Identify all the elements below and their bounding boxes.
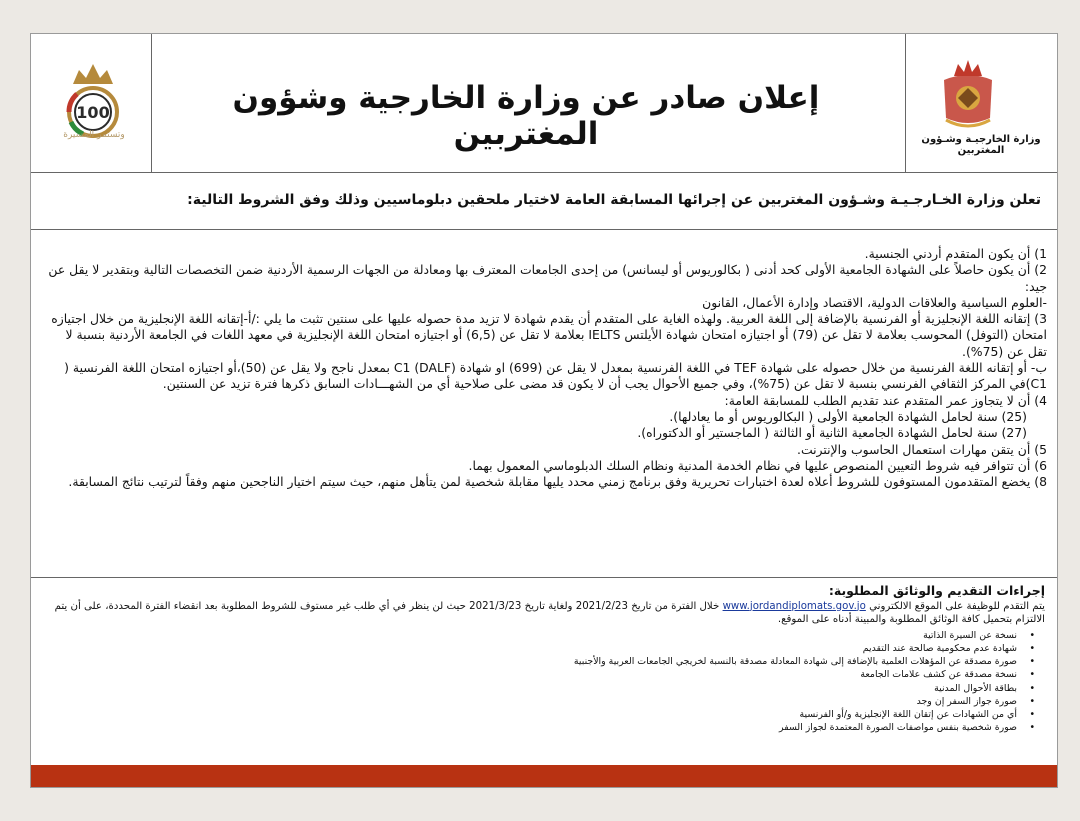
ministry-emblem-icon (936, 54, 1000, 132)
list-item: • نسخة عن السيرة الذاتية (41, 629, 1045, 642)
announcement-sheet (30, 33, 1058, 788)
list-item: • بطاقة الأحوال المدنية (41, 682, 1045, 695)
application-link[interactable]: www.jordandiplomats.gov.jo (722, 600, 866, 612)
ministry-label: وزارة الخارجيـة وشـؤون المغتربين (921, 134, 1041, 156)
header (31, 34, 1057, 173)
header-divider-left (151, 34, 152, 172)
condition-item: (25) سنة لحامل الشهادة الجامعية الأولى ( البكالوريوس أو ما يعادلها). (669, 408, 1027, 424)
procedures-text-after: خلال الفترة من تاريخ 2021/2/23 ولغاية تاريخ 2021/3/23 حيث لن ينظر في أي طلب غير مستوف للشروط المطلوبة بعد انقضاء الفترة المحددة، على أن يتم الالتزام بتحميل كافة الوثائق المطلوبة والمبينة أدناه على الموقع. (54, 600, 1045, 626)
condition-item: -العلوم السياسية والعلاقات الدولية، الاقتصاد وإدارة الأعمال، القانون (702, 294, 1047, 310)
condition-item: 1) أن يكون المتقدم أردني الجنسية. (864, 246, 1047, 261)
list-item: • صورة مصدقة عن المؤهلات العلمية بالإضافة إلى شهادة المعادلة مصدقة بالنسبة لخريجي الجامعات العربية والأجنبية (41, 655, 1045, 668)
centennial-number: 100 (76, 103, 110, 122)
condition-item: 8) يخضع المتقدمون المستوفون للشروط أعلاه لعدة اختبارات تحريرية وفق برنامج زمني محدد يليها مقابلة شخصية لمن يتأهل منهم، حيث سيتم اختيار الناجحين منهم وفقاً لترتيب نتائج المسابقة. (68, 474, 1047, 490)
condition-item: 4) أن لا يتجاوز عمر المتقدم عند تقديم الطلب للمسابقة العامة: (724, 392, 1047, 408)
condition-item: 5) أن يتقن مهارات استعمال الحاسوب والإنترنت. (797, 441, 1047, 457)
section-divider (31, 229, 1057, 230)
procedures-text (41, 600, 1045, 627)
list-item: • صورة شخصية بنفس مواصفات الصورة المعتمدة لجواز السفر (41, 721, 1045, 734)
procedures-text-before: يتم التقدم للوظيفة على الموقع الالكتروني (869, 600, 1045, 612)
list-item: • نسخة مصدقة عن كشف علامات الجامعة (41, 668, 1045, 681)
condition-item: ب- أو إتقانه اللغة الفرنسية من خلال حصوله على شهادة TEF في اللغة الفرنسية بمعدل لا يقل عن (699) او شهادة (DALF) C1 بمعدل ناجح ولا يقل عن (50)،أو اجتيازه امتحان اللغة الفرنسية ( C1)في المركز الثقافي الفرنسي بنسبة لا تقل عن (75%)، وفي جميع الأحوال يجب أن لا يكون قد مضى على صلاحية أي من الشهـــادات السابق ذكرها فترة تزيد عن السنتين. (64, 360, 1047, 392)
condition-item: 2) أن يكون حاصلاً على الشهادة الجامعية الأولى كحد أدنى ( بكالوريوس أو ليسانس) من إحدى الجامعات المعترف بها ومعادلة من الجهات الرسمية الأردنية ضمن التخصصات التالية وبتقدير لا يقل عن جيد: (48, 262, 1047, 294)
list-item: • أي من الشهادات عن إتقان اللغة الإنجليزية و/أو الفرنسية (41, 708, 1045, 721)
procedures-section (41, 584, 1045, 734)
procedures-title: إجراءات التقديم والوثائق المطلوبة: (828, 583, 1045, 598)
required-documents-list (41, 629, 1045, 735)
list-item: • شهادة عدم محكومية صالحة عند التقديم (41, 642, 1045, 655)
condition-item: 3) إتقانه اللغة الإنجليزية أو الفرنسية بالإضافة إلى اللغة العربية. ولهذه الغاية على المتقدم أن يقدم شهادة لا تزيد مدة حصوله عليها على سنتين تثبت ما يلي :/أ-إتقانه اللغة الإنجليزية من خلال اجتيازه امتحان (التوفل) المحوسب بعلامة لا تقل عن (79) أو اجتيازه امتحان شهادة الأيلتس IELTS بعلامة لا تقل عن (6,5) أو اجتيازه امتحان اللغة الإنجليزية في معهد اللغات في الجامعة الأردنية بنسبة لا تقل عن (75%). (51, 311, 1047, 359)
header-divider-right (905, 34, 906, 172)
centennial-label: وتستمر المسيرة (63, 130, 125, 140)
intro-text: تعلن وزارة الخـارجـيـة وشـؤون المغتربين عن إجرائها المسابقة العامة لاختيار ملحقين دبلوماسيين وذلك وفق الشروط التالية: (187, 192, 1041, 208)
list-item: • صورة جواز السفر إن وجد (41, 695, 1045, 708)
section-divider (31, 577, 1057, 578)
condition-item: 6) أن تتوافر فيه شروط التعيين المنصوص عليها في نظام الخدمة المدنية ونظام السلك الدبلوماسي المعمول بهما. (468, 457, 1047, 473)
conditions-list (45, 246, 1047, 490)
page-title: إعلان صادر عن وزارة الخارجية وشؤون المغتربين (232, 80, 820, 152)
bottom-bar (31, 765, 1057, 787)
condition-item: (27) سنة لحامل الشهادة الجامعية الثانية أو الثالثة ( الماجستير أو الدكتوراه). (637, 425, 1027, 441)
